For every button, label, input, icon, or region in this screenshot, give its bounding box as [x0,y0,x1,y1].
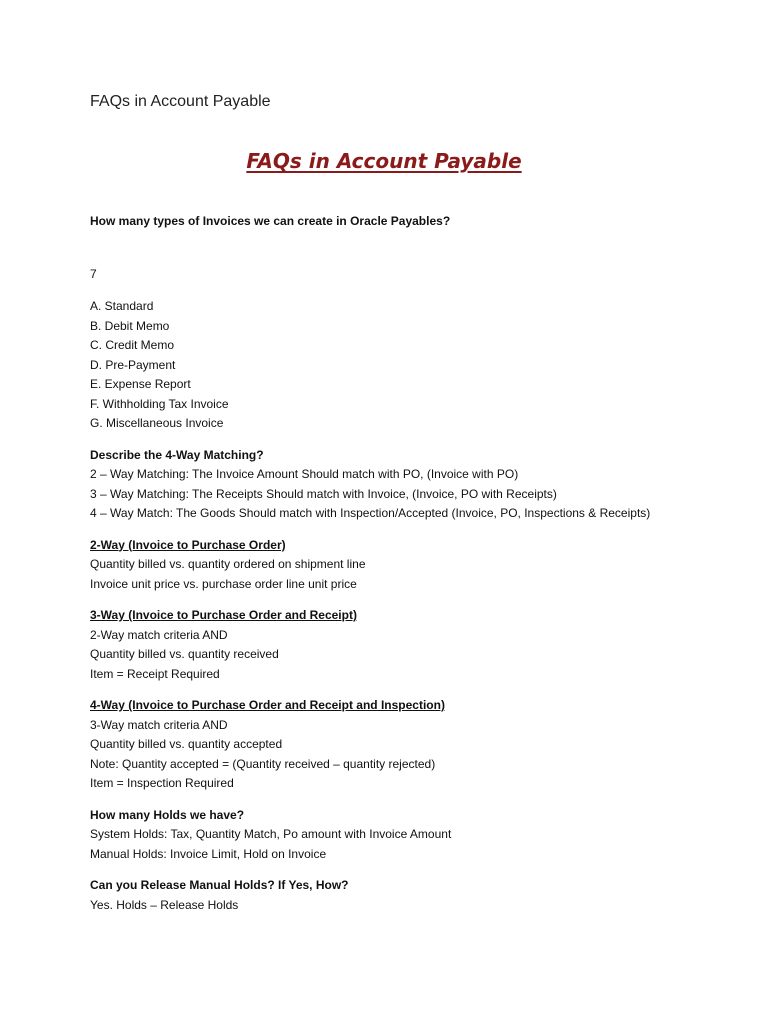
criteria-line: 3-Way match criteria AND [90,717,228,732]
question-release-holds: Can you Release Manual Holds? If Yes, How? [90,878,349,892]
criteria-line: Item = Inspection Required [90,776,234,790]
heading-3-way: 3-Way (Invoice to Purchase Order and Receipt) [90,608,357,622]
criteria-line: Note: Quantity accepted = (Quantity received – quantity rejected) [90,756,436,771]
criteria-line: Invoice unit price vs. purchase order line unit price [90,576,357,591]
list-item: B. Debit Memo [90,318,170,333]
list-item: F. Withholding Tax Invoice [90,396,229,411]
list-item: C. Credit Memo [90,338,175,352]
criteria-line: Quantity billed vs. quantity accepted [90,737,283,751]
matching-line: 3 – Way Matching: The Receipts Should match with Invoice, (Invoice, PO with Receipts) [90,486,557,501]
document-body [90,212,760,915]
release-line: Yes. Holds – Release Holds [90,897,239,912]
document-title: FAQs in Account Payable [246,149,522,173]
criteria-line: Item = Receipt Required [90,666,220,681]
criteria-line: 2-Way match criteria AND [90,627,228,642]
question-4-way-matching: Describe the 4-Way Matching? [90,447,264,462]
answer-invoice-count: 7 [90,266,97,281]
question-holds: How many Holds we have? [90,807,245,822]
matching-line: 2 – Way Matching: The Invoice Amount Should match with PO, (Invoice with PO) [90,467,519,481]
list-item: D. Pre-Payment [90,357,176,372]
question-invoice-types: How many types of Invoices we can create in Oracle Payables? [90,214,451,228]
heading-4-way: 4-Way (Invoice to Purchase Order and Receipt and Inspection) [90,698,445,712]
matching-line: 4 – Way Match: The Goods Should match with Inspection/Accepted (Invoice, PO, Inspections & Receipts) [90,506,651,520]
document-header: FAQs in Account Payable [90,93,271,110]
holds-line: Manual Holds: Invoice Limit, Hold on Invoice [90,846,327,861]
list-item: E. Expense Report [90,377,191,391]
criteria-line: Quantity billed vs. quantity received [90,647,279,661]
holds-line: System Holds: Tax, Quantity Match, Po amount with Invoice Amount [90,827,452,841]
heading-2-way: 2-Way (Invoice to Purchase Order) [90,537,286,552]
criteria-line: Quantity billed vs. quantity ordered on shipment line [90,557,366,571]
list-item: G. Miscellaneous Invoice [90,416,224,430]
list-item: A. Standard [90,299,154,313]
